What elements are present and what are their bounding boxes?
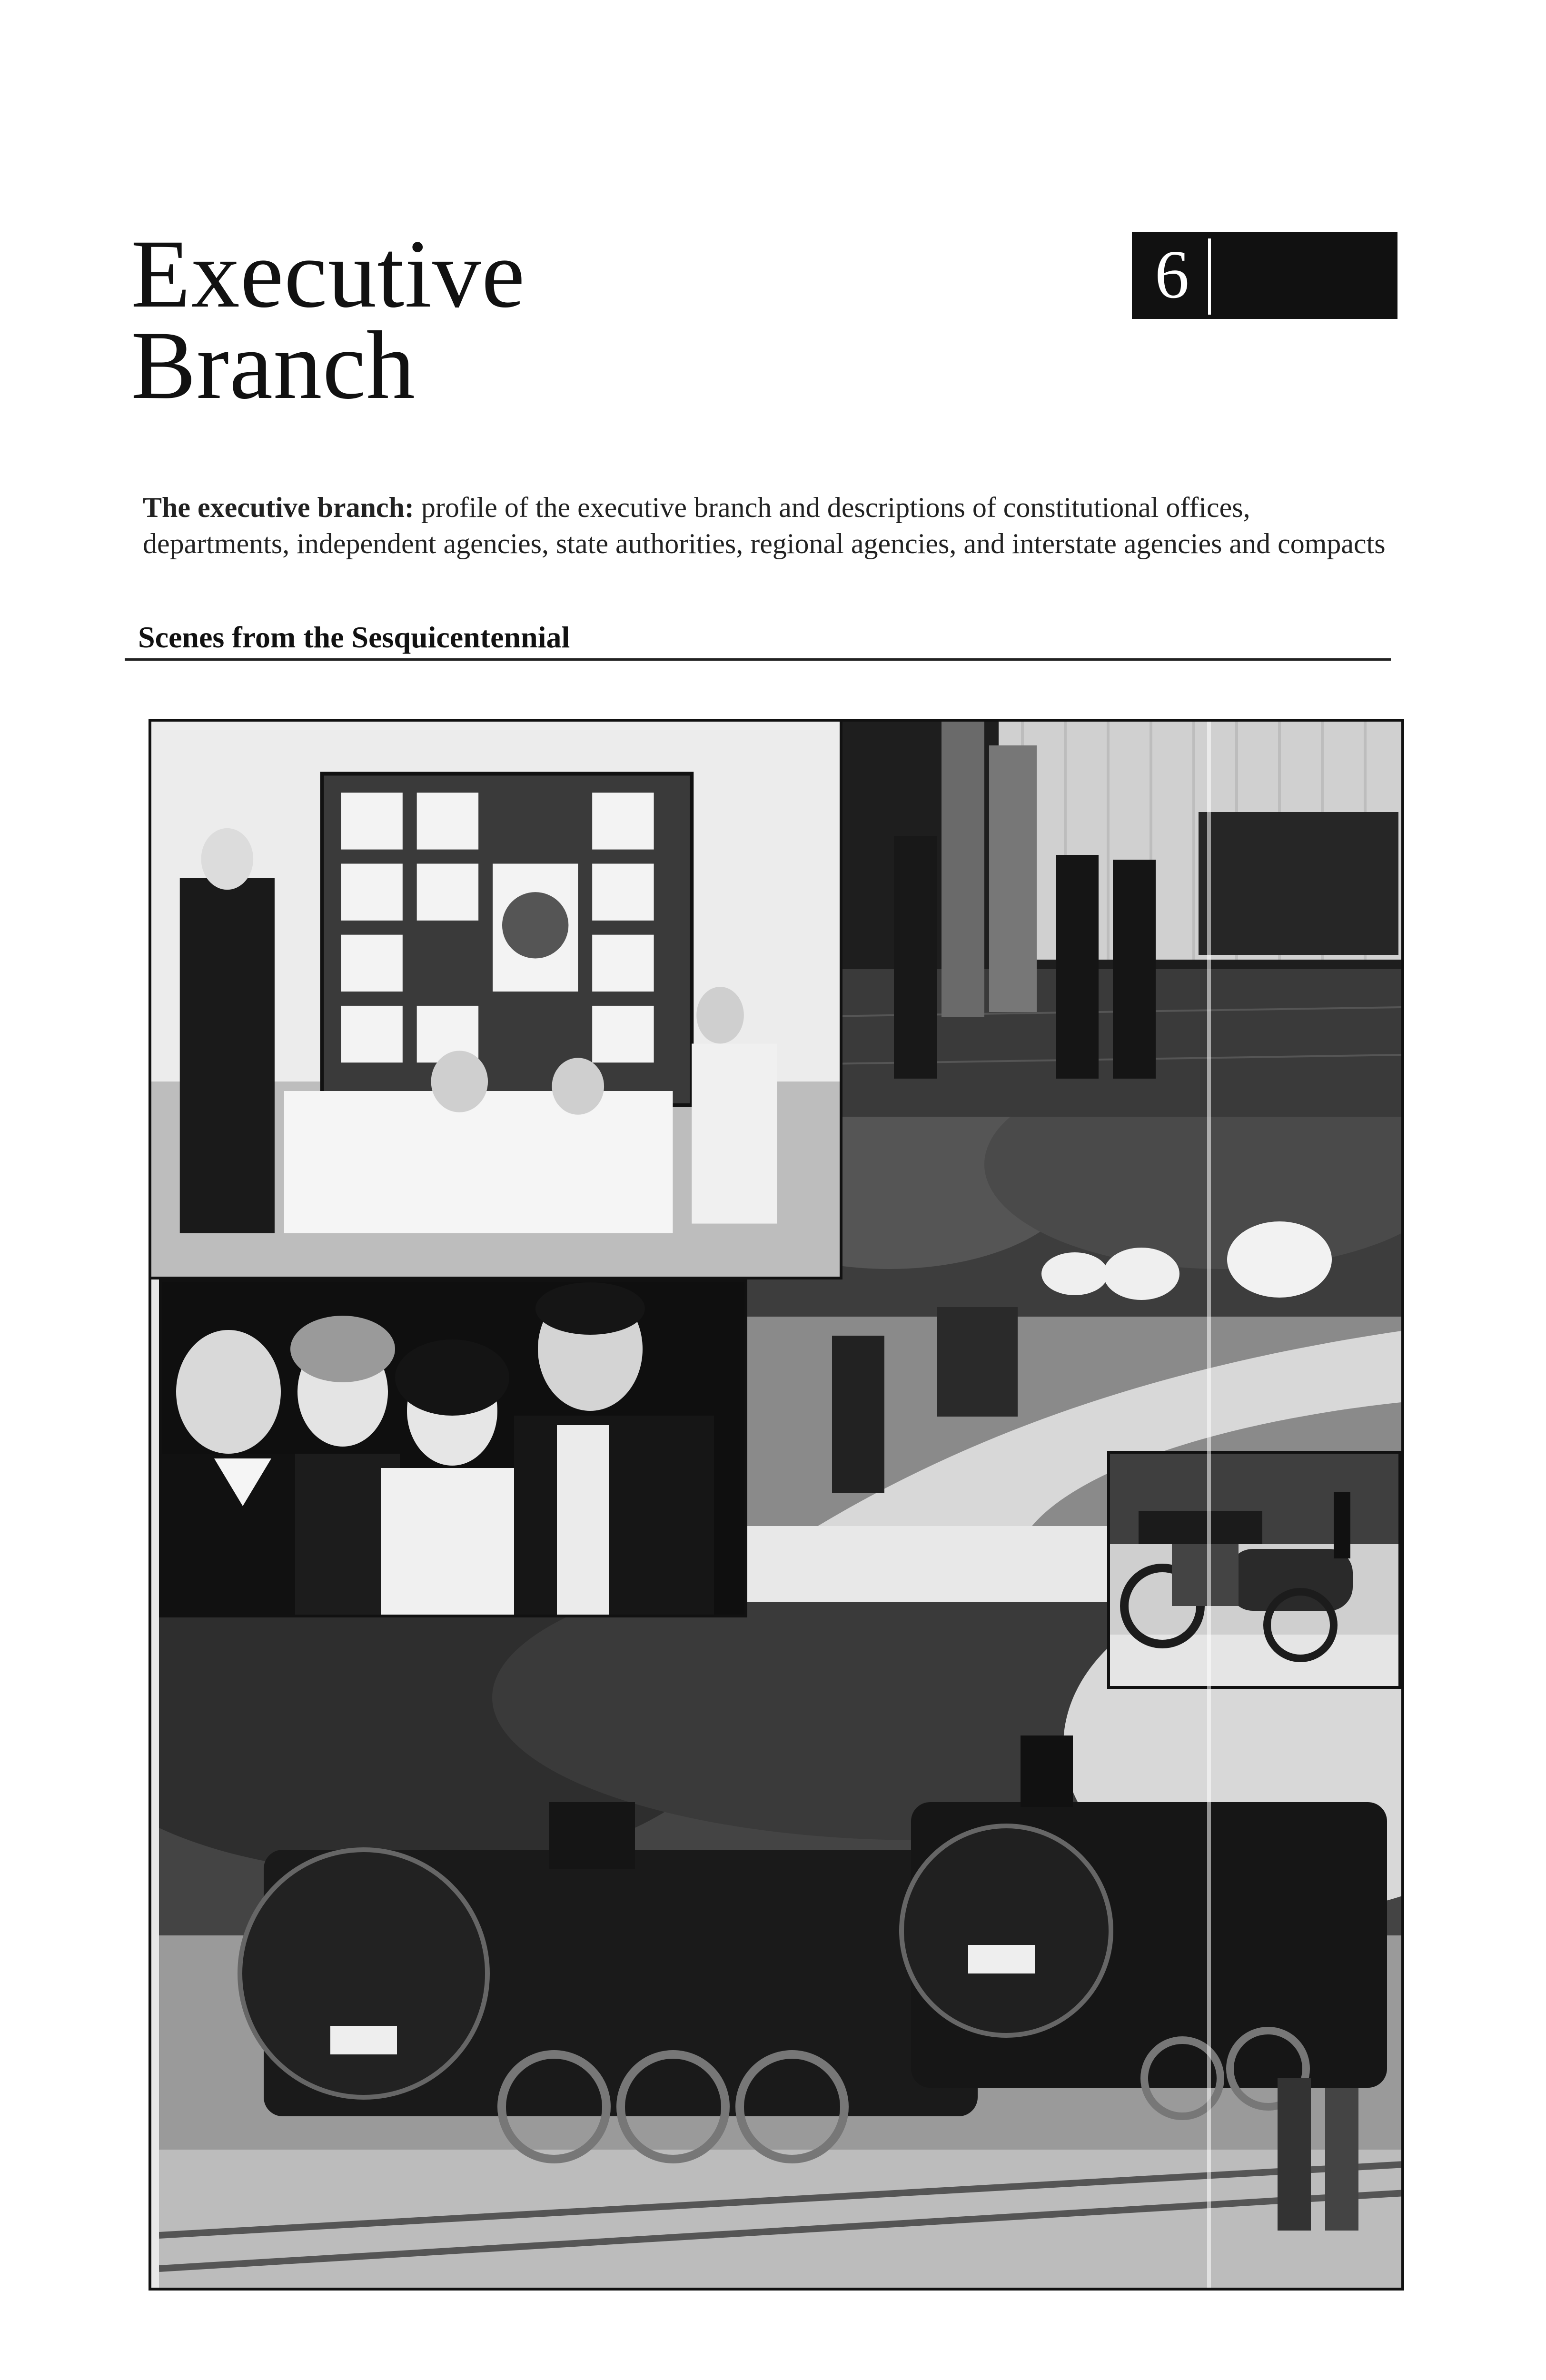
chapter-intro (143, 489, 1390, 562)
steam-locomotives-photo (159, 1602, 1404, 2288)
page-fold-crease (1207, 722, 1211, 2288)
steam-tractor-image (1110, 1454, 1398, 1686)
steam-tractor-photo (1107, 1451, 1401, 1689)
intro-lead: The executive branch: (143, 492, 414, 523)
title-line-1: Executive (131, 220, 525, 328)
formal-couples-photo (159, 1279, 747, 1617)
intro-text: profile of the executive branch and descriptions of constitutional offices, departments, independent agencies, state authorities, regional agencies, and interstate agencies and compacts (143, 492, 1386, 559)
chapter-divider (1208, 238, 1211, 315)
marching-band-photo (799, 722, 1401, 1117)
marching-band-image (799, 722, 1401, 1117)
chapter-number: 6 (1155, 237, 1189, 313)
photo-collage (149, 719, 1404, 2291)
chapter-tab (1132, 232, 1397, 319)
title-line-2: Branch (131, 311, 416, 419)
formal-couples-image (162, 1282, 744, 1615)
section-heading: Scenes from the Sesquicentennial (138, 620, 570, 654)
steam-locomotives-image (159, 1602, 1404, 2288)
quilt-group-photo (151, 722, 842, 1279)
section-rule (125, 658, 1391, 661)
quilt-group-image (151, 722, 840, 1277)
page-title (131, 220, 525, 419)
